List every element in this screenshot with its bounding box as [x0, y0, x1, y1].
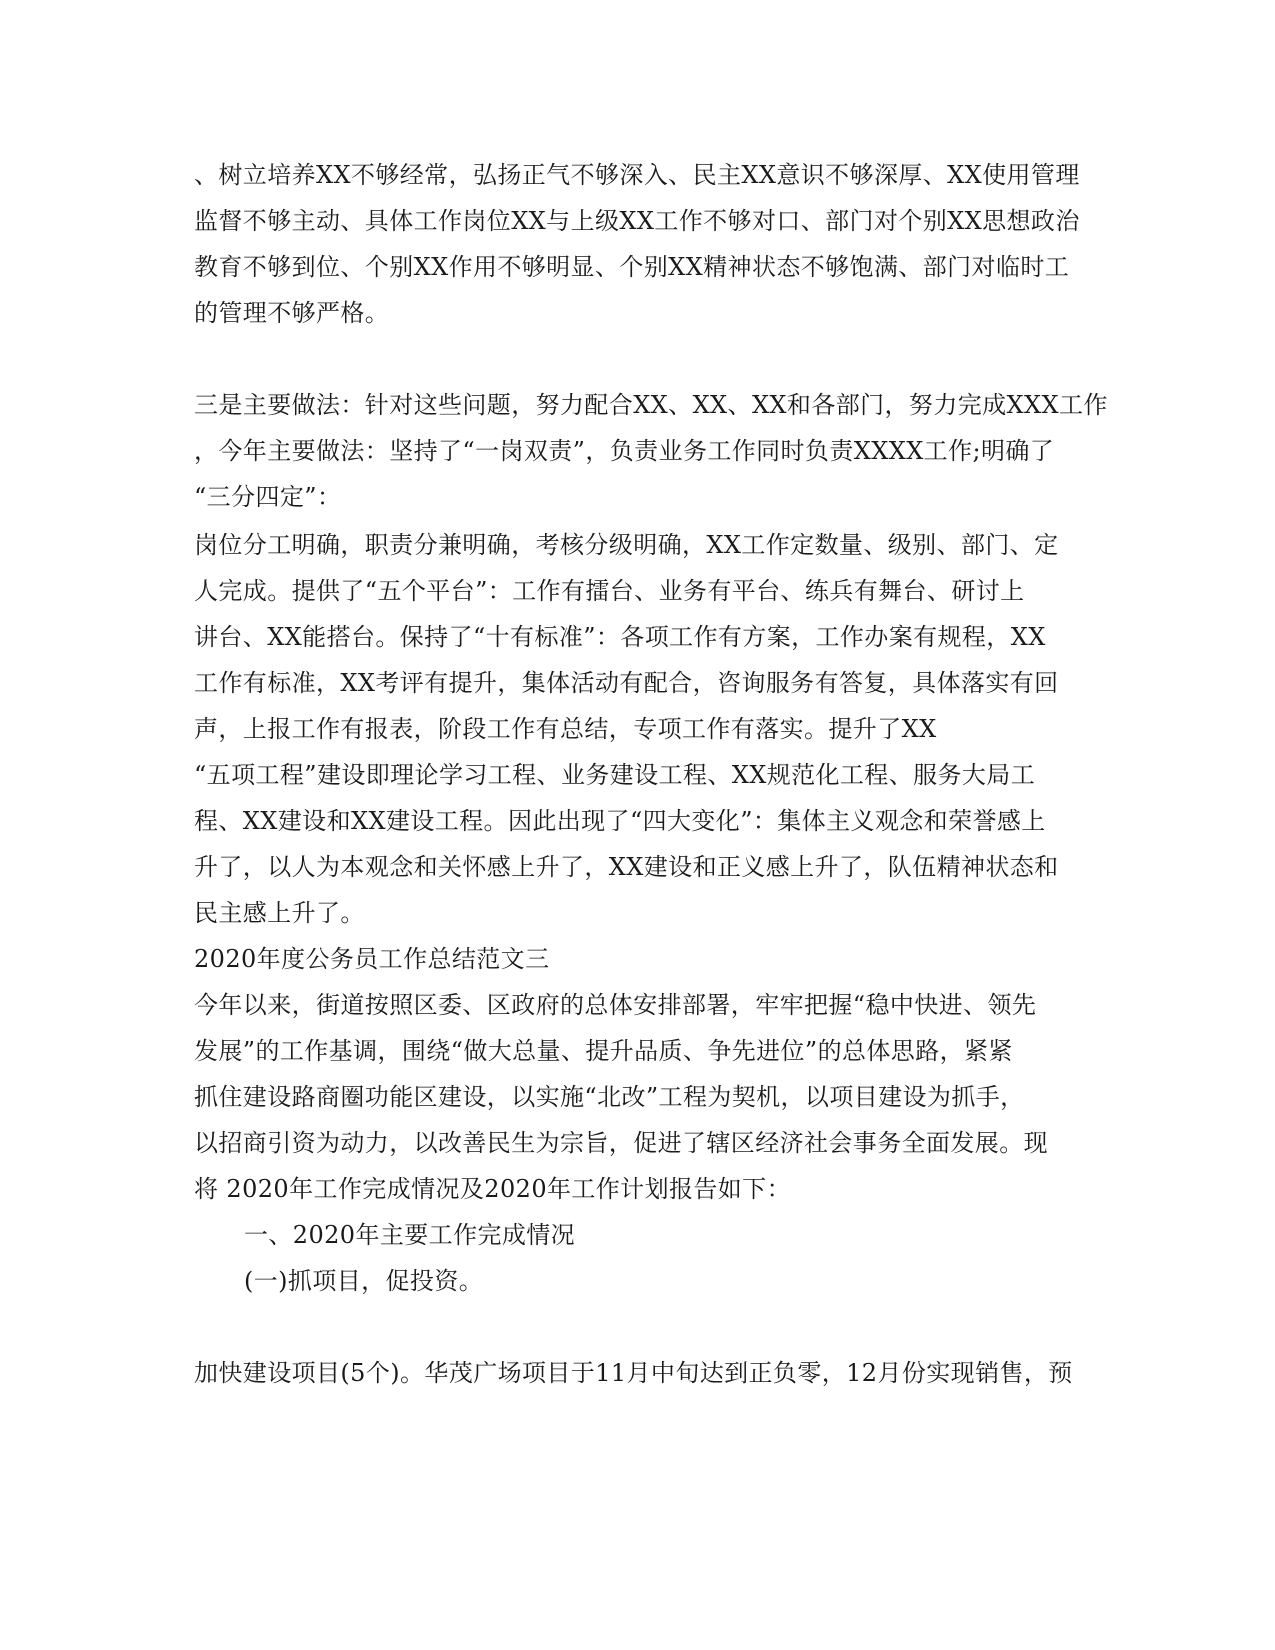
text-line: 声，上报工作有报表，阶段工作有总结，专项工作有落实。提升了XX: [194, 715, 937, 743]
text-line: “五项工程”建设即理论学习工程、业务建设工程、XX规范化工程、服务大局工: [194, 761, 1036, 789]
text-line: 教育不够到位、个别XX作用不够明显、个别XX精神状态不够饱满、部门对临时工: [194, 253, 1070, 281]
text-line: 将 2020年工作完成情况及2020年工作计划报告如下：: [194, 1175, 791, 1203]
text-line: 今年以来，街道按照区委、区政府的总体安排部署，牢牢把握“稳中快进、领先: [194, 991, 1037, 1019]
text-line: 升了，以人为本观念和关怀感上升了，XX建设和正义感上升了，队伍精神状态和: [194, 853, 1059, 881]
text-line: 、树立培养XX不够经常，弘扬正气不够深入、民主XX意识不够深厚、XX使用管理: [194, 161, 1080, 189]
text-line: 加快建设项目(5个)。华茂广场项目于11月中旬达到正负零，12月份实现销售，预: [194, 1359, 1073, 1387]
text-line: 讲台、XX能搭台。保持了“十有标准”：各项工作有方案，工作办案有规程，XX: [194, 623, 1046, 651]
text-line: 程、XX建设和XX建设工程。因此出现了“四大变化”：集体主义观念和荣誉感上: [194, 807, 1046, 835]
text-line: 以招商引资为动力，以改善民生为宗旨，促进了辖区经济社会事务全面发展。现: [194, 1129, 1048, 1157]
text-line: 发展”的工作基调，围绕“做大总量、提升品质、争先进位”的总体思路，紧紧: [194, 1037, 1013, 1065]
text-line: 的管理不够严格。: [194, 299, 390, 327]
text-line: 工作有标准，XX考评有提升，集体活动有配合，咨询服务有答复，具体落实有回: [194, 669, 1059, 697]
text-line: ，今年主要做法：坚持了“一岗双责”，负责业务工作同时负责XXXX工作;明确了: [194, 437, 1055, 465]
subsection-heading: 一、2020年主要工作完成情况: [244, 1221, 576, 1249]
text-line: 人完成。提供了“五个平台”：工作有擂台、业务有平台、练兵有舞台、研讨上: [194, 577, 1025, 605]
text-line: 民主感上升了。: [194, 899, 365, 927]
section-heading: 2020年度公务员工作总结范文三: [194, 945, 550, 973]
text-line: 岗位分工明确，职责分兼明确，考核分级明确，XX工作定数量、级别、部门、定: [194, 531, 1059, 559]
text-line: 抓住建设路商圈功能区建设，以实施“北改”工程为契机，以项目建设为抓手，: [194, 1083, 1025, 1111]
text-line: “三分四定”：: [194, 483, 342, 511]
text-line: 监督不够主动、具体工作岗位XX与上级XX工作不够对口、部门对个别XX思想政治: [194, 207, 1080, 235]
subsection-heading: (一)抓项目，促投资。: [244, 1267, 484, 1295]
text-line: 三是主要做法：针对这些问题，努力配合XX、XX、XX和各部门，努力完成XXX工作: [194, 391, 1108, 419]
